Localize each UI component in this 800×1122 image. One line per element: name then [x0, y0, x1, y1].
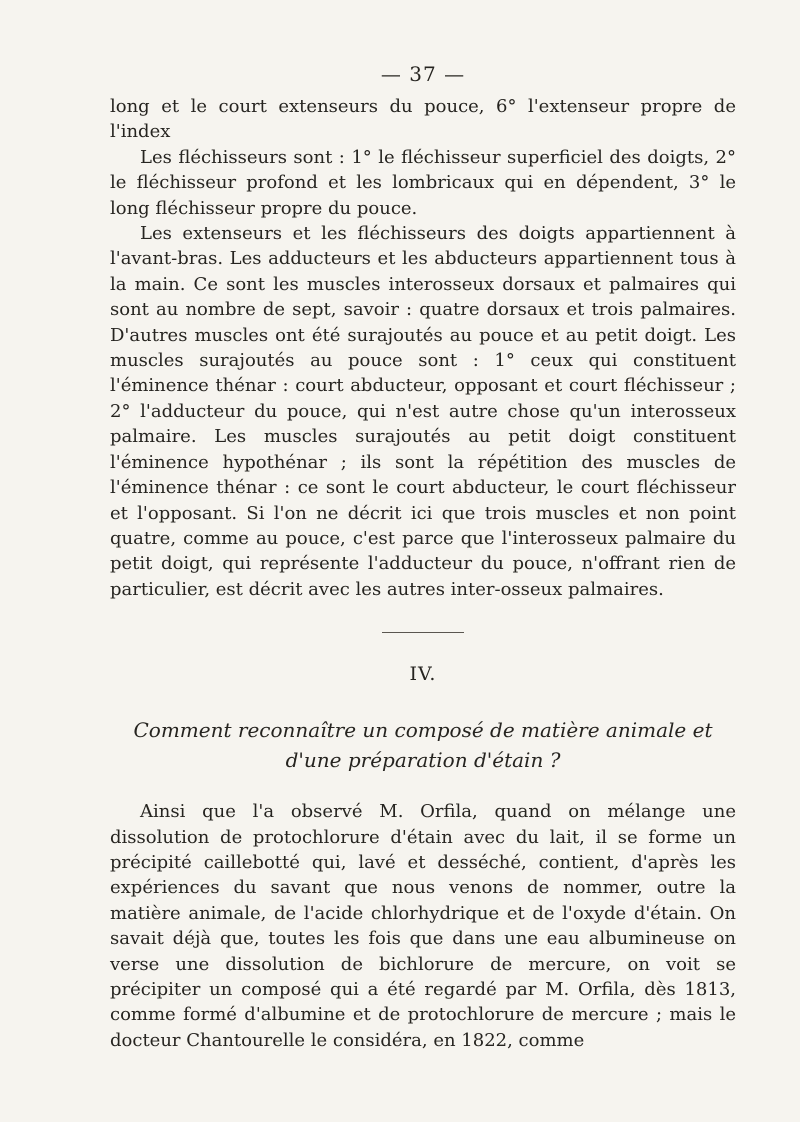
section-title: Comment reconnaître un composé de matière animale et d'une préparation d'étain ? — [133, 718, 713, 773]
section-divider — [382, 632, 464, 633]
paragraph-continuation: long et le court extenseurs du pouce, 6° l'extenseur propre de l'index — [110, 96, 736, 143]
page-number: — 37 — — [380, 62, 466, 86]
paragraph-flechisseurs: Les fléchisseurs sont : 1° le fléchisseur superficiel des doigts, 2° le fléchisseur profond et les lombricaux qui en dépendent, 3° le long fléchisseur propre du pouce. — [110, 146, 736, 219]
paragraph-orfila: Ainsi que l'a observé M. Orfila, quand on mélange une dissolution de protochlorure d'étain avec du lait, il se forme un précipité caillebotté qui, lavé et desséché, contient, d'après les expériences du savant que nous venons de nommer, outre la matière animale, de l'acide chlorhydrique et de l'oxyde d'étain. On savait déjà que, toutes les fois que dans une eau albumineuse on verse une dissolution de bichlorure de mercure, on voit se précipiter un composé qui a été regardé par M. Orfila, dès 1813, comme formé d'albumine et de protochlorure de mercure ; mais le docteur Chantourelle le considéra, en 1822, comme — [110, 801, 736, 1051]
section-number: IV. — [409, 663, 437, 686]
paragraph-extenseurs: Les extenseurs et les fléchisseurs des doigts appartiennent à l'avant-bras. Les adducteurs et les abducteurs appartiennent tous à la main. Ce sont les muscles interosseux dorsaux et palmaires qui sont au nombre de sept, savoir : quatre dorsaux et trois palmaires. D'autres muscles ont été surajoutés au pouce et au petit doigt. Les muscles surajoutés au pouce sont : 1° ceux qui constituent l'éminence thénar : court abducteur, opposant et court fléchisseur ; 2° l'adducteur du pouce, qui n'est autre chose qu'un interosseux palmaire. Les muscles surajoutés au petit doigt constituent l'éminence hypothénar ; ils sont la répétition des muscles de l'éminence thénar : ce sont le court abducteur, le court fléchisseur et l'opposant. Si l'on ne décrit ici que trois muscles et non point quatre, comme au pouce, c'est parce que l'interosseux palmaire du petit doigt, qui représente l'adducteur du pouce, n'offrant rien de particulier, est décrit avec les autres inter-osseux palmaires. — [110, 223, 736, 600]
